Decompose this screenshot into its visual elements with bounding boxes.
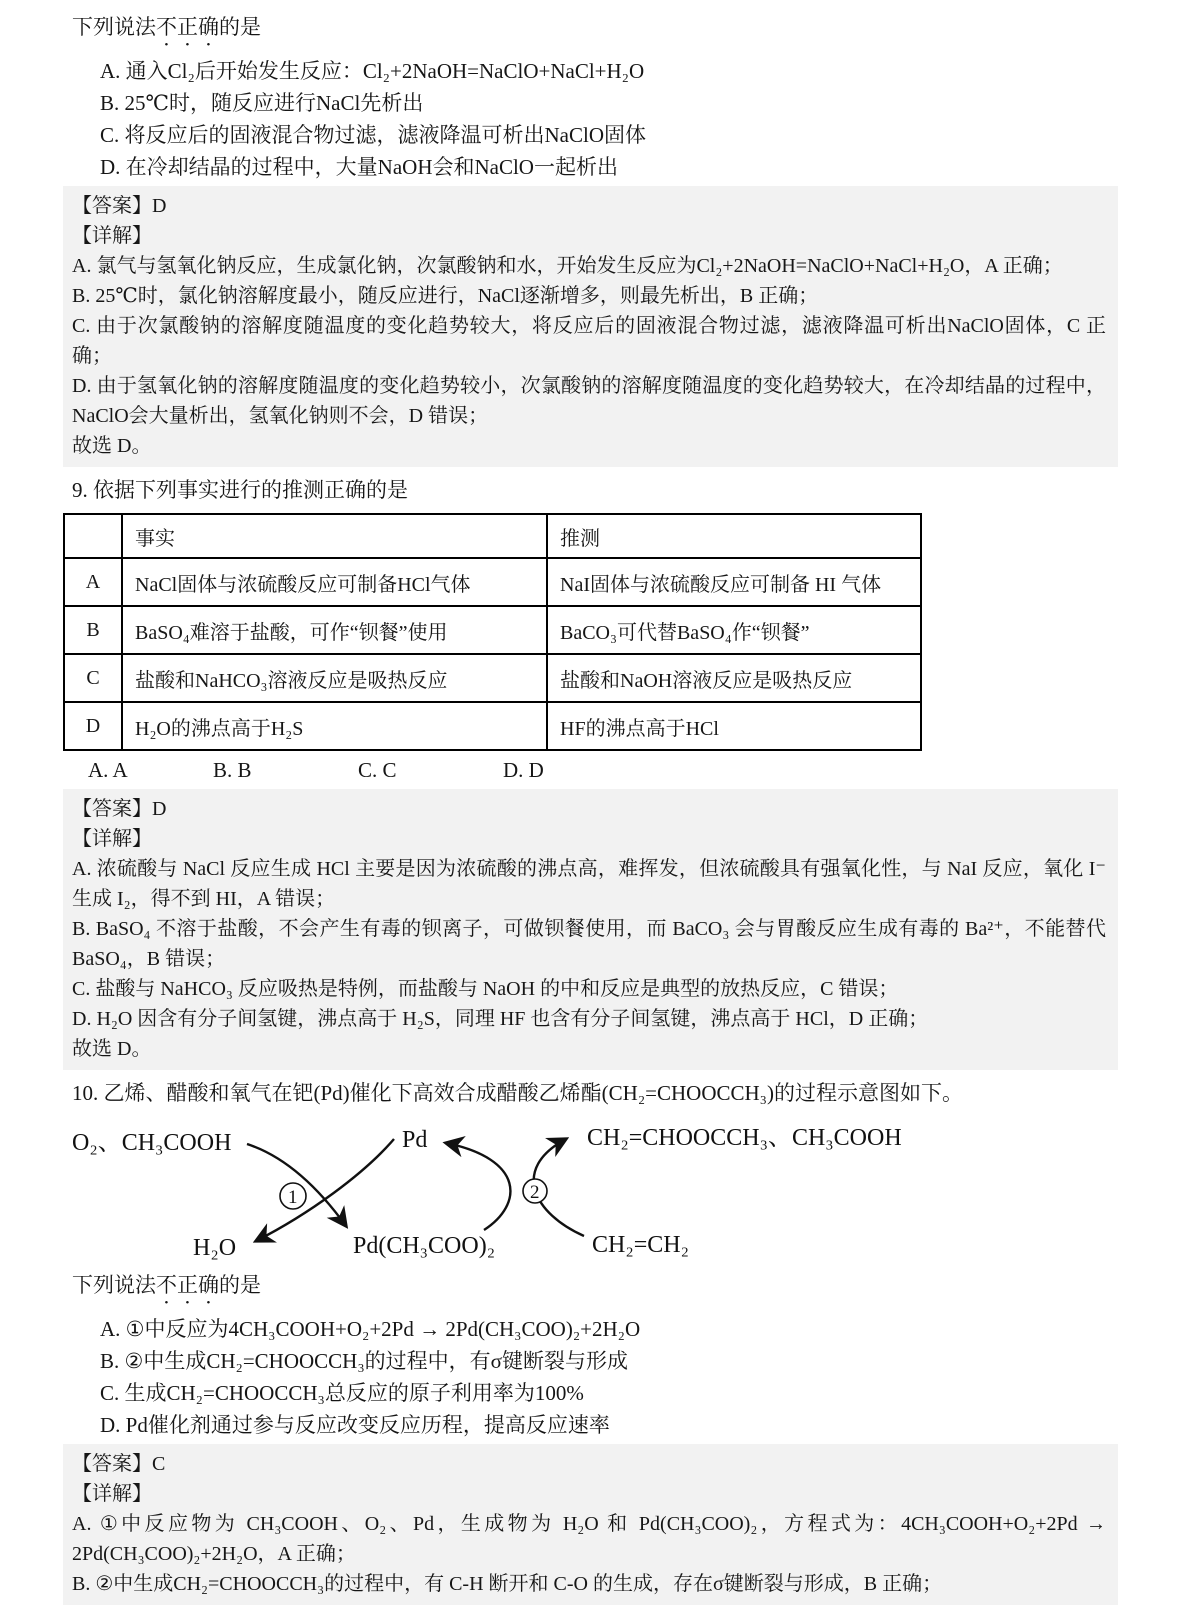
- table-row-a: [64, 558, 921, 606]
- q8-option-a: A. 通入Cl₂后开始发生反应：Cl₂+2NaOH=NaClO+NaCl+H₂O: [100, 59, 645, 83]
- q8-stem: [72, 12, 1118, 51]
- q9-detail-d: D. H₂O 因含有分子间氢键，沸点高于 H₂S，同理 HF 也含有分子间氢键，沸点高于 HCl，D 正确；: [72, 1008, 929, 1030]
- q10-option-d: D. Pd催化剂通过参与反应改变反应历程，提高反应速率: [100, 1413, 610, 1437]
- q10-substem: [72, 1270, 1118, 1309]
- step2-number: 2: [530, 1182, 540, 1203]
- table-header-blank: [64, 514, 122, 558]
- q8-option-c: C. 将反应后的固液混合物过滤，滤液降温可析出NaClO固体: [100, 123, 646, 147]
- label-water: H₂O: [193, 1235, 237, 1261]
- q9-answer-block: [63, 789, 1118, 1070]
- q9-answer-line: [72, 794, 1106, 824]
- row-a-letter: A: [64, 558, 122, 606]
- q9-detail-a: A. 浓硫酸与 NaCl 反应生成 HCl 主要是因为浓硫酸的沸点高，难挥发，但浓硫酸具有强氧化性，与 NaI 反应，氧化 I⁻生成 I₂，得不到 HI，A 错误；: [72, 858, 1106, 910]
- q10-detail-label: 【详解】: [72, 1483, 152, 1505]
- q8-detail-d: D. 由于氢氧化钠的溶解度随温度的变化趋势较小，次氯酸钠的溶解度随温度的变化趋势较大，在冷却结晶的过程中，NaClO会大量析出，氢氧化钠则不会，D 错误；: [72, 375, 1106, 427]
- q9-conclusion: 故选 D。: [72, 1038, 152, 1060]
- q8-detail-label: 【详解】: [72, 225, 152, 247]
- q8-answer-value: D: [152, 195, 167, 217]
- q9-stem: 9. 依据下列事实进行的推测正确的是: [72, 478, 408, 502]
- table-header-row: [64, 514, 921, 558]
- label-pd-acetate: Pd(CH₃COO)₂: [353, 1233, 496, 1259]
- q8-option-b: B. 25℃时，随反应进行NaCl先析出: [100, 91, 424, 115]
- row-c-letter: C: [64, 654, 122, 702]
- table-header-inference: 推测: [547, 514, 921, 558]
- q8-detail-b: B. 25℃时，氯化钠溶解度最小，随反应进行，NaCl逐渐增多，则最先析出，B 正确；: [72, 285, 819, 307]
- row-c-inference: 盐酸和NaOH溶液反应是吸热反应: [547, 654, 921, 702]
- q8-stem-emphasized: 不正确: [156, 15, 219, 39]
- table-header-fact: 事实: [122, 514, 547, 558]
- label-pd-catalyst: Pd: [402, 1127, 428, 1153]
- q9-choice-a: A. A: [88, 758, 128, 782]
- q10-detail-b: B. ②中生成CH₂=CHOOCCH₃的过程中，有 C-H 断开和 C-O 的生成，存在σ键断裂与形成，B 正确；: [72, 1573, 943, 1595]
- row-d-inference: HF的沸点高于HCl: [547, 702, 921, 750]
- q8-stem-suffix: 的是: [219, 15, 261, 39]
- q10-answer-block: [63, 1444, 1118, 1605]
- q8-answer-line: [72, 191, 1106, 221]
- row-c-fact: 盐酸和NaHCO₃溶液反应是吸热反应: [122, 654, 547, 702]
- q9-detail-c: C. 盐酸与 NaHCO₃ 反应吸热是特例，而盐酸与 NaOH 的中和反应是典型的放热反应，C 错误；: [72, 978, 899, 1000]
- q8-conclusion: 故选 D。: [72, 435, 152, 457]
- q10-detail-a: A. ①中反应物为 CH₃COOH、O₂、Pd，生成物为 H₂O 和 Pd(CH₃COO)₂，方程式为：4CH₃COOH+O₂+2Pd → 2Pd(CH₃COO)₂+2H₂O，A 正确；: [72, 1513, 1106, 1565]
- q9-answer-label: 【答案】: [72, 798, 152, 820]
- row-b-fact: BaSO₄难溶于盐酸，可作“钡餐”使用: [122, 606, 547, 654]
- q10-answer-value: C: [152, 1453, 166, 1475]
- question-9-section: [72, 475, 1118, 1070]
- row-a-inference: NaI固体与浓硫酸反应可制备 HI 气体: [547, 558, 921, 606]
- q8-stem-prefix: 下列说法: [72, 15, 156, 39]
- q10-option-c: C. 生成CH₂=CHOOCCH₃总反应的原子利用率为100%: [100, 1381, 584, 1405]
- q8-detail-a: A. 氯气与氢氧化钠反应，生成氯化钠，次氯酸钠和水，开始发生反应为Cl₂+2NaOH=NaClO+NaCl+H₂O，A 正确；: [72, 255, 1063, 277]
- question-8-section: [72, 12, 1118, 467]
- q9-choices-row: [72, 755, 1118, 786]
- q9-detail-b: B. BaSO₄ 不溶于盐酸，不会产生有毒的钡离子，可做钡餐使用，而 BaCO₃ 会与胃酸反应生成有毒的 Ba²⁺，不能替代 BaSO₄，B 错误；: [72, 918, 1106, 970]
- question-10-section: [72, 1078, 1118, 1605]
- catalytic-cycle-diagram: [72, 1112, 1118, 1262]
- q10-option-a: A. ①中反应为4CH₃COOH+O₂+2Pd → 2Pd(CH₃COO)₂+2H₂O: [100, 1317, 641, 1341]
- q10-substem-prefix: 下列说法: [72, 1273, 156, 1297]
- label-ethylene: CH₂=CH₂: [592, 1232, 689, 1258]
- q9-choice-d: D. D: [503, 758, 544, 782]
- q9-choice-b: B. B: [213, 758, 252, 782]
- q9-answer-value: D: [152, 798, 167, 820]
- q8-options: [72, 55, 1118, 183]
- step1-number: 1: [288, 1187, 298, 1208]
- row-a-fact: NaCl固体与浓硫酸反应可制备HCl气体: [122, 558, 547, 606]
- q8-answer-block: [63, 186, 1118, 467]
- label-products: CH₂=CHOOCCH₃、CH₃COOH: [587, 1125, 902, 1151]
- table-row-b: [64, 606, 921, 654]
- q10-answer-label: 【答案】: [72, 1453, 152, 1475]
- row-d-letter: D: [64, 702, 122, 750]
- arrow-intermediate-to-pd: [446, 1143, 510, 1230]
- row-b-inference: BaCO₃可代替BaSO₄作“钡餐”: [547, 606, 921, 654]
- facts-inference-table: [63, 513, 922, 751]
- label-oxygen-acetic-acid: O₂、CH₃COOH: [72, 1130, 232, 1156]
- q10-options: [72, 1313, 1118, 1441]
- q8-detail-c: C. 由于次氯酸钠的溶解度随温度的变化趋势较大，将反应后的固液混合物过滤，滤液降温可析出NaClO固体，C 正确；: [72, 315, 1106, 367]
- q9-detail-label: 【详解】: [72, 828, 152, 850]
- row-b-letter: B: [64, 606, 122, 654]
- table-row-d: [64, 702, 921, 750]
- q8-answer-label: 【答案】: [72, 195, 152, 217]
- q10-substem-suffix: 的是: [219, 1273, 261, 1297]
- arrow-pd-to-water: [256, 1139, 394, 1241]
- table-row-c: [64, 654, 921, 702]
- q10-option-b: B. ②中生成CH₂=CHOOCCH₃的过程中，有σ键断裂与形成: [100, 1349, 628, 1373]
- q10-answer-line: [72, 1449, 1106, 1479]
- q10-substem-emphasized: 不正确: [156, 1273, 219, 1297]
- q9-choice-c: C. C: [358, 758, 397, 782]
- q8-option-d: D. 在冷却结晶的过程中，大量NaOH会和NaClO一起析出: [100, 155, 618, 179]
- q10-stem: 10. 乙烯、醋酸和氧气在钯(Pd)催化下高效合成醋酸乙烯酯(CH₂=CHOOCCH₃)的过程示意图如下。: [72, 1081, 963, 1105]
- row-d-fact: H₂O的沸点高于H₂S: [122, 702, 547, 750]
